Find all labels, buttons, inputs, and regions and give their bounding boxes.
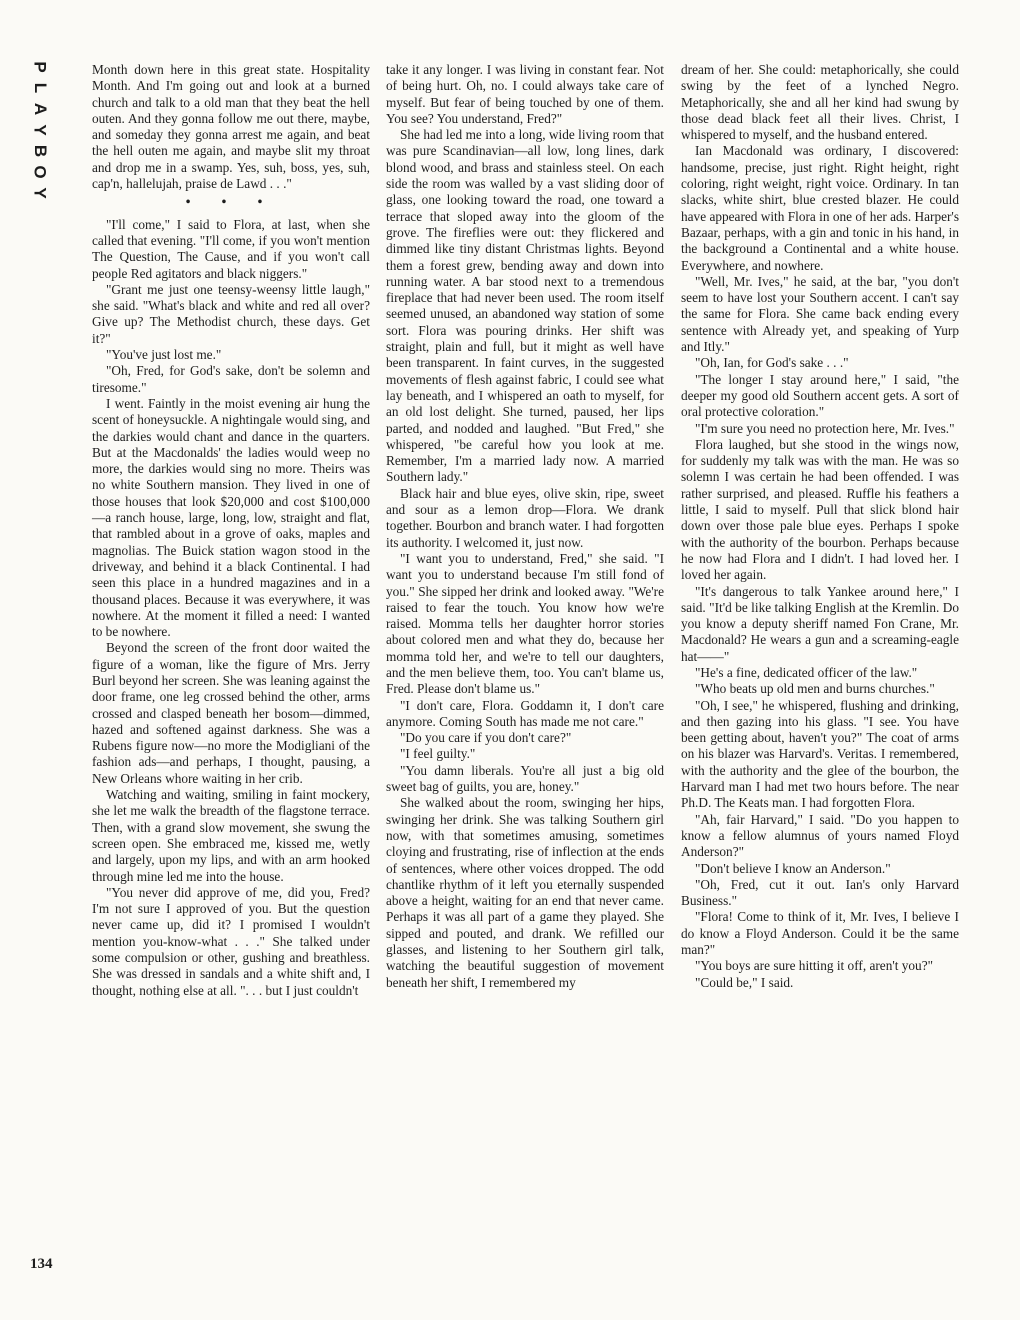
paragraph: "It's dangerous to talk Yankee around here," I said. "It'd be like talking English at the Kremlin. Do you know a deputy sheriff named Fon Crane, Mr. Macdonald? He wears a gun and a screaming-eagle hat——" — [681, 583, 959, 664]
paragraph: She had led me into a long, wide living room that was pure Scandinavian—all low, long lines, dark blond wood, and brass and stainless steel. On each side the room was walled by a vast sliding door of glass, one looking toward the road, one toward a terrace that sloped away into the gloom of the grove. The fireflies were out: they flickered and dimmed like tiny distant Christmas lights. Beyond them a forest grew, bending away and down into running water. A bar stood next to a tremendous fireplace that had never been used. The room itself seemed unused, an abandoned way station of some sort. Flora was pouring drinks. Her shift was straight, plain and full, but it might as well have been transparent. In faint curves, in the suggested movements of flesh against fabric, I could see what lay beneath, and I whispered an oath to myself, for an old lost delight. She turned, paused, her lips parted, and nodded and laughed. "But Fred," she whispered, "be careful how you look at me. Remember, I'm a married lady now. A married Southern lady." — [386, 127, 664, 485]
paragraph: "I feel guilty." — [400, 746, 476, 762]
masthead-letter: A — [31, 102, 50, 116]
paragraph: I went. Faintly in the moist evening air hung the scent of honeysuckle. A nightingale would sing, and the darkies would chant and dance in the quarters. But at the Macdonalds' the ladies would weep no more, the darkies would sing no more. Theirs was no white Southern mansion. They lived in one of those houses that look $20,000 and cost $100,000—a ranch house, large, long, low, straight and flat, that rambled about in a grove of oaks, maples and magnolias. The Buick station wagon stood in the driveway, and behind it a black Continental. I had seen this place in a hundred magazines and in a thousand places. Because it was everywhere, it was nowhere. At the moment it filled a need: I wanted to be nowhere. — [92, 395, 370, 640]
masthead-playboy — [28, 58, 52, 202]
paragraph: Month down here in this great state. Hospitality Month. And I'm going out and look at a burned church and talk to a old man that they beat the hell outen. And they gonna follow me out there, maybe, and someday they gonna arrest me again, and beat the hell outen me again, and maybe slit my throat and drop me in a swamp. Yes, suh, boss, yes, suh, cap'n, hallelujah, praise de Lawd . . ." — [92, 62, 370, 192]
paragraph: "Grant me just one teensy-weensy little laugh," she said. "What's black and white and red all over? Give up? The Methodist church, these days. Get it?" — [92, 281, 370, 346]
paragraph: Flora laughed, but she stood in the wings now, for suddenly my talk was with the man. He was so solemn I was certain he had been offended. I was rather surprised, and pleased. Ruffle his feathers a little, I said to myself. Pull that slick blond hair down over those pale blue eyes. Perhaps I spoke with the authority of the bourbon. Perhaps because he now had Flora and I didn't. I had loved her. I loved her again. — [681, 436, 959, 583]
paragraph: "Flora! Come to think of it, Mr. Ives, I believe I do know a Floyd Anderson. Could it be the same man?" — [681, 909, 959, 958]
masthead-letter: B — [31, 144, 50, 158]
paragraph: take it any longer. I was living in constant fear. Not of being hurt. Oh, no. I could always take care of myself. But fear of being touched by one of them. You see? You understand, Fred?" — [386, 62, 664, 126]
section-break: • • • — [185, 194, 277, 210]
text-column-2 — [386, 62, 664, 991]
paragraph: "I'm sure you need no protection here, Mr. Ives." — [695, 420, 955, 436]
paragraph: "Well, Mr. Ives," he said, at the bar, "you don't seem to have lost your Southern accent. I can't say the same for Flora. She came back ending every sentence with Already yet, and speaking of Yurp and Itly." — [681, 273, 959, 355]
paragraph: "Could be," I said. — [695, 974, 794, 990]
paragraph: "Oh, Ian, for God's sake . . ." — [695, 355, 849, 371]
masthead-letter: Y — [31, 124, 50, 136]
masthead-letter: O — [30, 165, 50, 179]
paragraph: "You never did approve of me, did you, Fred? I'm not sure I approved of you. But the question never came up, did it? I promised I wouldn't mention you-know-what . . ." She talked under some compulsion or other, gushing and breathless. She was dressed in sandals and a white shift and, I thought, nothing else at all. ". . . but I just couldn't — [92, 884, 370, 998]
paragraph: Black hair and blue eyes, olive skin, ripe, sweet and sour as a lemon drop—Flora. We drank together. Bourbon and branch water. I had forgotten its authority. I welcomed it, just now. — [386, 485, 664, 550]
page-number: 134 — [30, 1256, 53, 1272]
paragraph: dream of her. She could: metaphorically, she could swing by the feet of a lynched Negro. Metaphorically, she and all her kind had swung by those dead black feet all their lives. Christ, I whispered to myself, and the husband entered. — [681, 62, 959, 143]
paragraph: She walked about the room, swinging her hips, swinging her drink. She was talking Southern girl now, with that sometimes amusing, sometimes cloying and frustrating, rise of inflection at the ends of sentences, where other voices dropped. The odd chantlike rhythm of it left you eternally suspended above a height, waiting for an end that never came. Perhaps it was all part of a game they played. She sipped and pouted, and drank. We refilled our glasses, and listening to her Southern girl talk, watching the beautiful suggestion of movement beneath her shift, I remembered my — [386, 795, 664, 990]
paragraph: "Oh, I see," he whispered, flushing and drinking, and then gazing into his glass. "I see. You have been getting about, haven't you?" The coat of arms on his blazer was Harvard's. Veritas. I remembered, with the authority and the glee of the bourbon, the Harvard man I had met two hours before. The near Ph.D. The Keats man. I had forgotten Flora. — [681, 697, 959, 811]
paragraph: "I want you to understand, Fred," she said. "I want you to understand because I'm still fond of you." She sipped her drink and looked away. "We're raised to fear the touch. You know how we're raised. Momma tells her daughter horror stories about colored men and what they do, because her momma told her, and we're to tell our daughters, and the men believe them, too. You can't blame us, Fred. Please don't blame us." — [386, 550, 664, 697]
paragraph: "Oh, Fred, for God's sake, don't be solemn and tiresome." — [92, 363, 370, 395]
paragraph: "Don't believe I know an Anderson." — [695, 860, 891, 876]
paragraph: Beyond the screen of the front door waited the figure of a woman, like the figure of Mrs. Jerry Burl beyond her screen. She was leaning against the door frame, one leg crossed behind the other, arms crossed and clasped beneath her bosom—dimmed, hazed and softened against darkness. She was a Rubens figure now—no more the Modigliani of the fashion ads—and perhaps, I thought, pausing, a New Orleans whore waiting in her crib. — [92, 640, 370, 786]
text-column-3 — [681, 62, 959, 991]
paragraph: "You've just lost me." — [106, 347, 222, 363]
paragraph: "Ah, fair Harvard," I said. "Do you happen to know a fellow alumnus of yours named Floyd Anderson?" — [681, 811, 959, 860]
text-column-1 — [92, 62, 370, 999]
paragraph: "I'll come," I said to Flora, at last, when she called that evening. "I'll come, if you won't mention The Question, The Cause, and if you won't call people Red agitators and black niggers." — [92, 216, 370, 281]
masthead-letter: P — [31, 61, 50, 73]
paragraph: Ian Macdonald was ordinary, I discovered: handsome, precise, just right. Right height, right coloring, right weight, right voice. Ordinary. In tan slacks, white shirt, blue crested blazer. He could have appeared with Flora in one of her ads. Harper's Bazaar, perhaps, with a gin and tonic in his hand, in the background a Continental and a white house. Everywhere, and nowhere. — [681, 143, 959, 273]
paragraph: "Who beats up old men and burns churches." — [695, 681, 935, 697]
paragraph: "He's a fine, dedicated officer of the law." — [695, 664, 918, 680]
paragraph: "The longer I stay around here," I said, "the deeper my good old Southern accent gets. A sort of oral protective coloration." — [681, 371, 959, 420]
paragraph: "You damn liberals. You're all just a big old sweet bag of guilts, you are, honey." — [386, 762, 664, 795]
paragraph: "Oh, Fred, cut it out. Ian's only Harvard Business." — [681, 876, 959, 909]
paragraph: Watching and waiting, smiling in faint mockery, she let me walk the breadth of the flagstone terrace. Then, with a grand slow movement, she swung the screen open. She embraced me, kissed me, wetly and largely, upon my lips, and with an arm hooked through mine led me into the house. — [92, 787, 370, 884]
masthead-letter: Y — [31, 187, 50, 199]
paragraph: "Do you care if you don't care?" — [400, 730, 572, 746]
paragraph: "I don't care, Flora. Goddamn it, I don't care anymore. Coming South has made me not care." — [386, 697, 664, 729]
paragraph: "You boys are sure hitting it off, aren't you?" — [695, 958, 934, 974]
masthead-letter: L — [30, 82, 50, 94]
